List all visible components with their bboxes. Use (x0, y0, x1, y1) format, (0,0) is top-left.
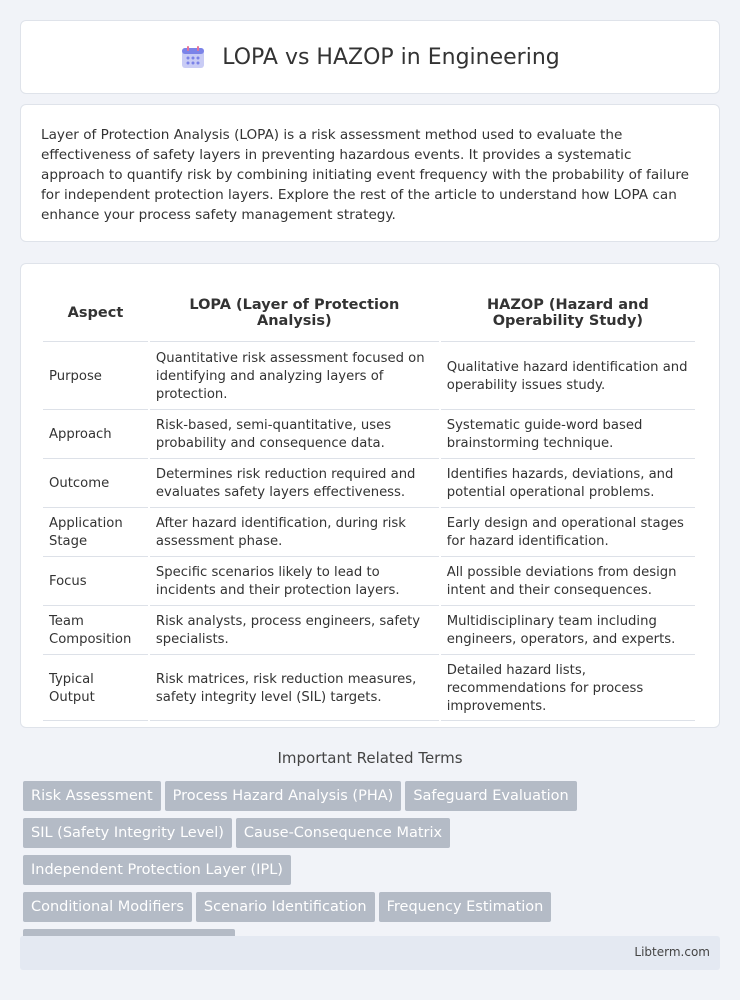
related-terms-title: Important Related Terms (277, 749, 463, 767)
table-row (43, 657, 695, 721)
cell-aspect: Typical Output (43, 657, 148, 721)
cell-lopa: Specific scenarios likely to lead to incidents and their protection layers. (150, 559, 439, 606)
cell-aspect: Approach (43, 412, 148, 459)
tag-frequency-estimation[interactable]: Frequency Estimation (379, 892, 552, 922)
table-row (43, 412, 695, 459)
tag-safeguard-evaluation[interactable]: Safeguard Evaluation (405, 781, 576, 811)
cell-hazop: All possible deviations from design intent and their consequences. (441, 559, 695, 606)
table-row (43, 608, 695, 655)
calendar-icon (180, 44, 206, 70)
cell-hazop: Systematic guide-word based brainstorming technique. (441, 412, 695, 459)
cell-aspect: Application Stage (43, 510, 148, 557)
title-card (20, 20, 720, 94)
tag-ipl[interactable]: Independent Protection Layer (IPL) (23, 855, 291, 885)
comparison-table (41, 282, 697, 723)
footer-site-link[interactable]: Libterm.com (634, 945, 710, 959)
table-row (43, 344, 695, 410)
cell-lopa: Risk analysts, process engineers, safety specialists. (150, 608, 439, 655)
tag-risk-assessment[interactable]: Risk Assessment (23, 781, 161, 811)
table-row (43, 510, 695, 557)
cell-lopa: Risk matrices, risk reduction measures, safety integrity level (SIL) targets. (150, 657, 439, 721)
cell-hazop: Multidisciplinary team including engineers, operators, and experts. (441, 608, 695, 655)
footer (20, 936, 720, 970)
header-lopa: LOPA (Layer of Protection Analysis) (150, 284, 439, 342)
table-row (43, 559, 695, 606)
cell-hazop: Qualitative hazard identification and operability issues study. (441, 344, 695, 410)
intro-card (20, 104, 720, 242)
tag-scenario-identification[interactable]: Scenario Identification (196, 892, 375, 922)
cell-hazop: Identifies hazards, deviations, and potential operational problems. (441, 461, 695, 508)
cell-aspect: Focus (43, 559, 148, 606)
cell-lopa: After hazard identification, during risk assessment phase. (150, 510, 439, 557)
tag-sil[interactable]: SIL (Safety Integrity Level) (23, 818, 232, 848)
cell-aspect: Team Composition (43, 608, 148, 655)
cell-lopa: Quantitative risk assessment focused on identifying and analyzing layers of protection. (150, 344, 439, 410)
cell-hazop: Early design and operational stages for hazard identification. (441, 510, 695, 557)
cell-lopa: Risk-based, semi-quantitative, uses probability and consequence data. (150, 412, 439, 459)
comparison-table-card (20, 263, 720, 728)
tag-conditional-modifiers[interactable]: Conditional Modifiers (23, 892, 192, 922)
cell-aspect: Purpose (43, 344, 148, 410)
table-row (43, 461, 695, 508)
intro-text: Layer of Protection Analysis (LOPA) is a risk assessment method used to evaluate the effectiveness of safety layers in preventing hazardous events. It provides a systematic approach to quantify risk by combining initiating event frequency with the probability of failure for independent protection layers. Explore the rest of the article to understand how LOPA can enhance your process safety management strategy. (41, 127, 689, 223)
header-hazop: HAZOP (Hazard and Operability Study) (441, 284, 695, 342)
tag-pha[interactable]: Process Hazard Analysis (PHA) (165, 781, 402, 811)
header-aspect: Aspect (43, 284, 148, 342)
page-title: LOPA vs HAZOP in Engineering (222, 44, 560, 70)
cell-aspect: Outcome (43, 461, 148, 508)
tag-cause-consequence-matrix[interactable]: Cause-Consequence Matrix (236, 818, 450, 848)
cell-lopa: Determines risk reduction required and evaluates safety layers effectiveness. (150, 461, 439, 508)
table-header-row (43, 284, 695, 342)
cell-hazop: Detailed hazard lists, recommendations for process improvements. (441, 657, 695, 721)
